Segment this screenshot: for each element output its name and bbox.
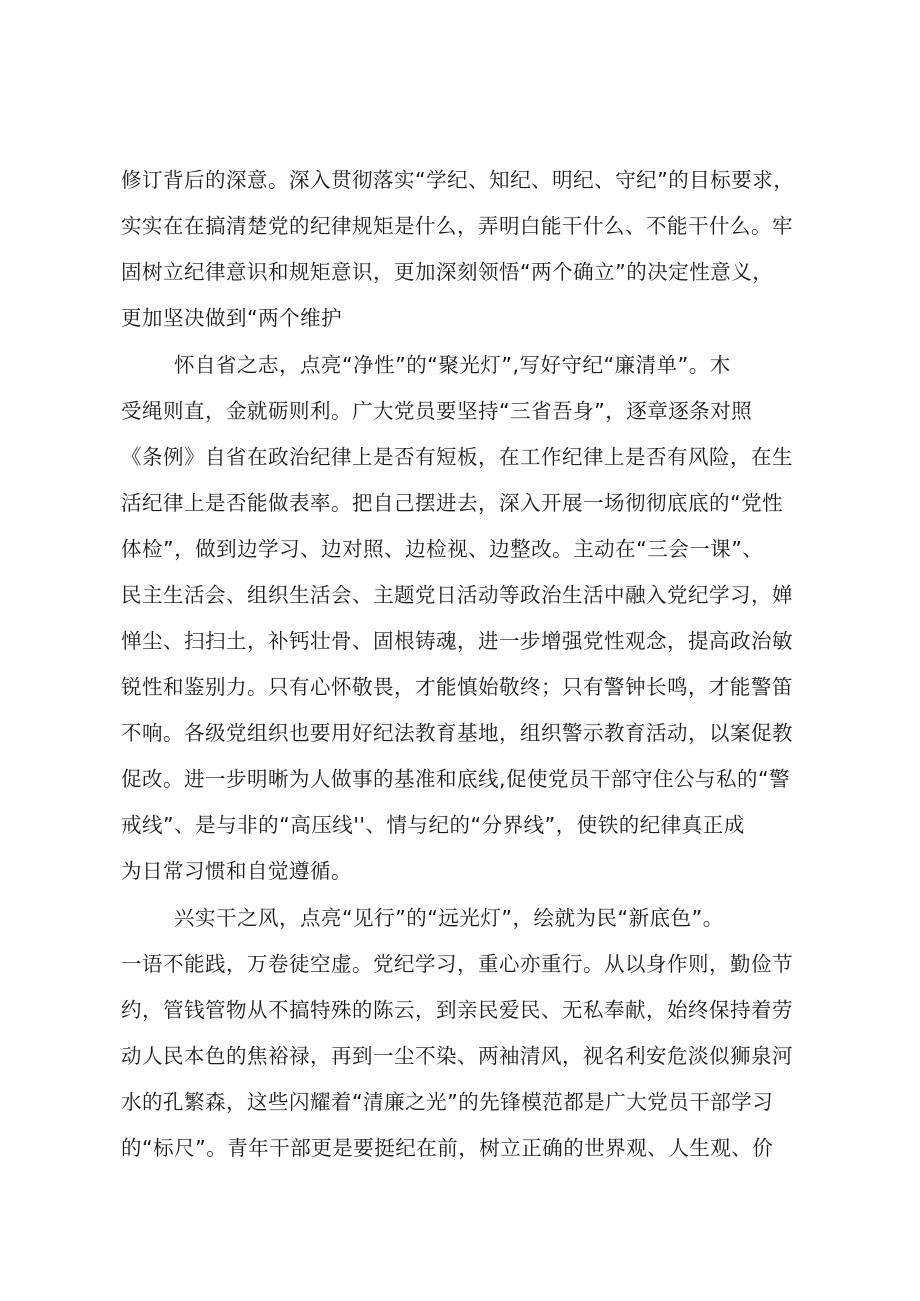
paragraph-1-line-2: 实实在在搞清楚党的纪律规矩是什么，弄明白能干什么、不能干什么。牢 — [121, 214, 793, 238]
paragraph-2-line-7: 惮尘、扫扫土，补钙壮骨、固根铸魂，进一步增强党性观念，提高政治敏 — [121, 629, 793, 653]
paragraph-2-line-2: 受绳则直，金就砺则利。广大党员要坚持“三省吾身”，逐章逐条对照 — [121, 399, 753, 423]
paragraph-3-line-5: 水的孔繁森，这些闪耀着“清廉之光”的先锋模范都是广大党员干部学习 — [121, 1090, 774, 1114]
paragraph-1-line-4: 更加坚决做到“两个维护 — [121, 306, 343, 330]
paragraph-2-line-9: 不响。各级党组织也要用好纪法教育基地，组织警示教育活动，以案促教 — [121, 721, 793, 745]
paragraph-3-line-1: 兴实干之风，点亮“见行”的“远光灯”，绘就为民“新底色”。 — [174, 906, 724, 930]
paragraph-3-line-4: 动人民本色的焦裕禄，再到一尘不染、两袖清风，视名利安危淡似狮泉河 — [121, 1044, 793, 1068]
paragraph-2-line-11: 戒线”、是与非的“高压线''、情与纪的“分界线”，使铁的纪律真正成 — [121, 813, 745, 837]
paragraph-3-line-3: 约，管钱管物从不搞特殊的陈云，到亲民爱民、无私奉献，始终保持着劳 — [121, 998, 793, 1022]
paragraph-2-line-3: 《条例》自省在政治纪律上是否有短板，在工作纪律上是否有风险，在生 — [121, 445, 793, 469]
paragraph-2-line-4: 活纪律上是否能做表率。把自己摆进去，深入开展一场彻彻底底的“党性 — [121, 491, 784, 515]
paragraph-2-line-8: 锐性和鉴别力。只有心怀敬畏，才能慎始敬终；只有警钟长鸣，才能警笛 — [121, 675, 793, 699]
paragraph-2-line-1: 怀自省之志，点亮“净性”的“聚光灯”,写好守纪“廉清单”。木 — [174, 353, 731, 377]
paragraph-2-line-10: 促改。进一步明晰为人做事的基准和底线,促使党员干部守住公与私的“警 — [121, 767, 791, 791]
paragraph-3-line-2: 一语不能践，万卷徒空虚。党纪学习，重心亦重行。从以身作则，勤俭节 — [121, 952, 793, 976]
paragraph-2-line-6: 民主生活会、组织生活会、主题党日活动等政治生活中融入党纪学习，婵 — [121, 583, 793, 607]
paragraph-1-line-1: 修订背后的深意。深入贯彻落实“学纪、知纪、明纪、守纪”的目标要求， — [121, 168, 795, 192]
paragraph-2-line-5: 体检”，做到边学习、边对照、边检视、边整改。主动在“三会一课”、 — [121, 537, 764, 561]
paragraph-3-line-6: 的“标尺”。青年干部更是要挺纪在前，树立正确的世界观、人生观、价 — [121, 1136, 774, 1160]
paragraph-1-line-3: 固树立纪律意识和规矩意识，更加深刻领悟“两个确立”的决定性意义， — [121, 260, 774, 284]
paragraph-2-line-12: 为日常习惯和自觉遵循。 — [121, 859, 352, 883]
